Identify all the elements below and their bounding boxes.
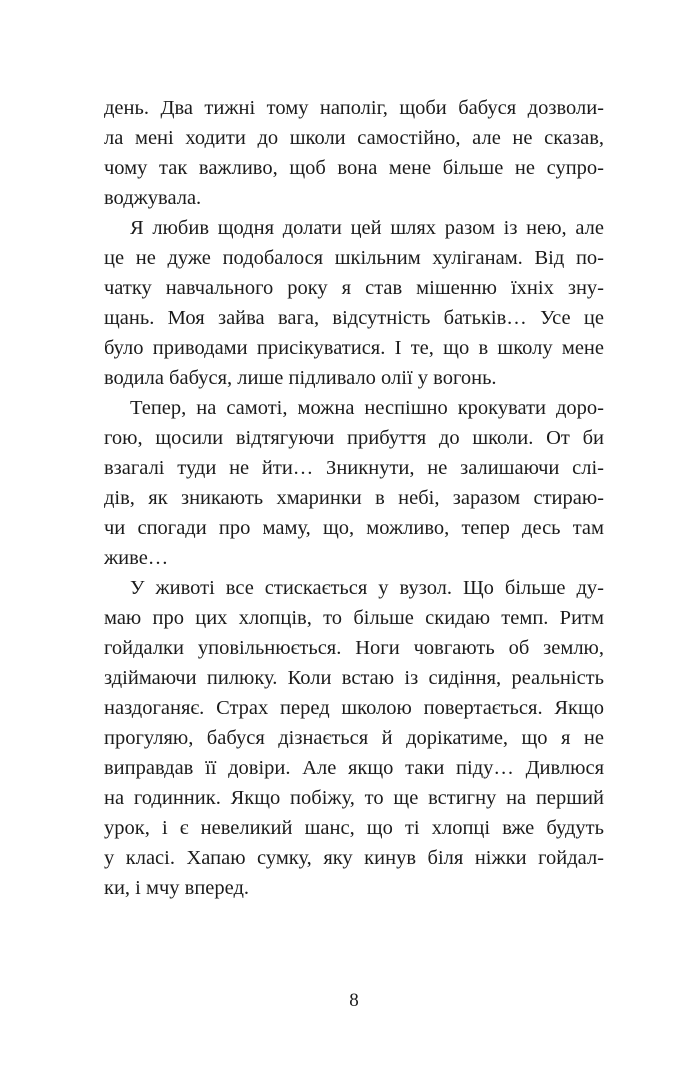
- text-line: урок, і є невеликий шанс, що ті хлопці вже будуть: [104, 817, 604, 839]
- text-line: ла мені ходити до школи самостійно, але не сказав,: [104, 127, 604, 149]
- text-line: чатку навчального року я став мішенню їхніх зну-: [104, 277, 604, 299]
- paragraph: [104, 93, 604, 213]
- page-number: 8: [349, 990, 359, 1011]
- paragraph: [104, 393, 604, 573]
- text-line: Я любив щодня долати цей шлях разом із нею, але: [130, 217, 604, 239]
- text-line: чому так важливо, щоб вона мене більше не супро-: [104, 157, 604, 179]
- text-line: наздоганяє. Страх перед школою повертається. Якщо: [104, 697, 604, 719]
- text-line: гойдалки уповільнюється. Ноги човгають об землю,: [104, 637, 604, 659]
- text-line: ки, і мчу вперед.: [104, 877, 250, 899]
- text-line: водила бабуся, лише підливало олії у вогонь.: [104, 367, 497, 389]
- text-line: У животі все стискається у вузол. Що більше ду-: [130, 577, 604, 599]
- page-text: [104, 93, 604, 903]
- text-line: це не дуже подобалося шкільним хуліганам. Від по-: [104, 247, 604, 269]
- paragraph: [104, 573, 604, 903]
- text-line: чи спогади про маму, що, можливо, тепер десь там: [104, 517, 604, 539]
- text-line: щань. Моя зайва вага, відсутність батьків… Усе це: [104, 307, 604, 329]
- paragraph: [104, 213, 604, 393]
- text-line: взагалі туди не йти… Зникнути, не залишаючи слі-: [104, 457, 604, 479]
- text-line: маю про цих хлопців, то більше скидаю темп. Ритм: [104, 607, 604, 629]
- text-line: прогуляю, бабуся дізнається й дорікатиме, що я не: [104, 727, 604, 749]
- text-line: Тепер, на самоті, можна неспішно крокувати доро-: [130, 397, 604, 419]
- text-line: було приводами присікуватися. І те, що в школу мене: [104, 337, 604, 359]
- text-line: на годинник. Якщо побіжу, то ще встигну на перший: [104, 787, 604, 809]
- text-line: гою, щосили відтягуючи прибуття до школи. От би: [104, 427, 604, 449]
- text-line: воджувала.: [104, 187, 202, 209]
- text-line: день. Два тижні тому наполіг, щоби бабуся дозволи-: [104, 97, 604, 119]
- text-line: живе…: [104, 547, 169, 569]
- text-line: здіймаючи пилюку. Коли встаю із сидіння, реальність: [104, 667, 604, 689]
- text-line: у класі. Хапаю сумку, яку кинув біля ніжки гойдал-: [104, 847, 604, 869]
- text-line: дів, як зникають хмаринки в небі, заразом стираю-: [104, 487, 604, 509]
- text-line: виправдав її довіри. Але якщо таки піду… Дивлюся: [104, 757, 604, 779]
